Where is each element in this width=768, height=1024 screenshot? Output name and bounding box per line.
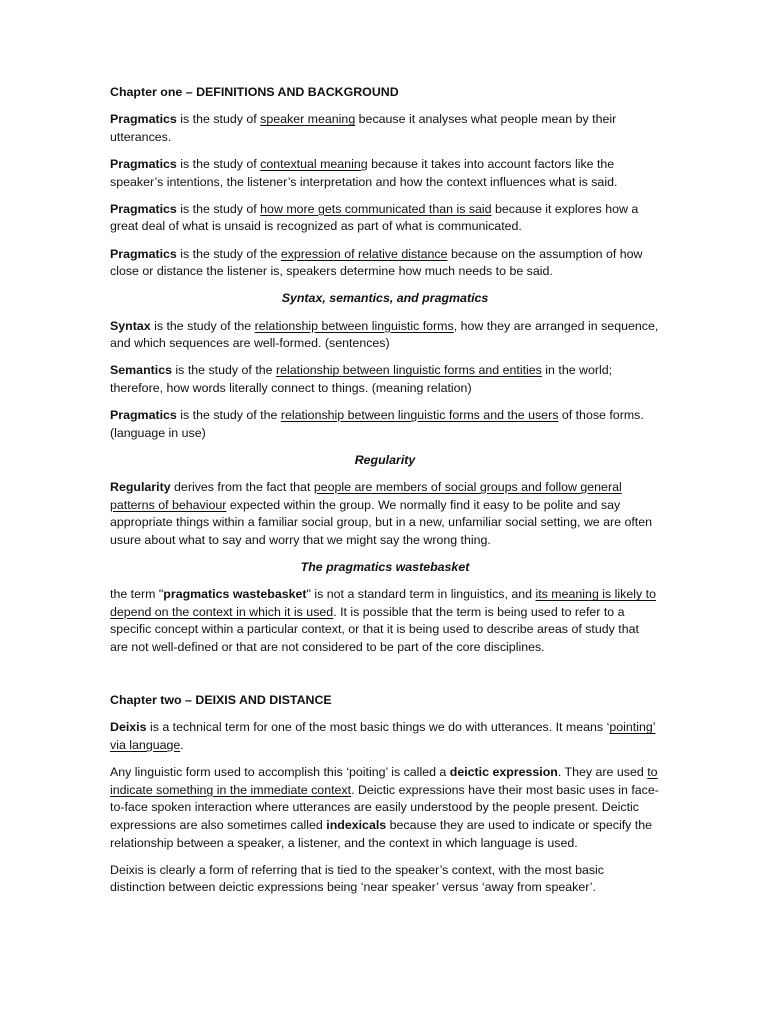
- term: Regularity: [110, 480, 171, 495]
- paragraph-speaker-meaning: Pragmatics is the study of speaker meaning because it analyses what people mean by their utterances.: [110, 112, 617, 144]
- term: Syntax: [110, 318, 151, 333]
- paragraph-relative-distance: Pragmatics is the study of the expression of relative distance because on the assumption of how close or distance the listener is, speakers determine how much needs to be said.: [110, 246, 643, 279]
- underlined-phrase: pointing’ via language: [110, 720, 656, 752]
- underlined-phrase: to indicate something in the immediate context: [110, 765, 658, 797]
- term: Pragmatics: [110, 246, 177, 261]
- underlined-phrase: speaker meaning: [260, 112, 356, 127]
- underlined-phrase: contextual meaning: [260, 156, 368, 171]
- underlined-phrase: its meaning is likely to depend on the context in which it is used: [110, 587, 656, 619]
- term: Pragmatics: [110, 408, 177, 423]
- term: Pragmatics: [110, 112, 177, 127]
- underlined-phrase: expression of relative distance: [280, 246, 448, 261]
- term: deictic expression: [449, 765, 558, 780]
- paragraph-deixis: Deixis is a technical term for one of the most basic things we do with utterances. It means ‘pointing’ via language.: [110, 720, 656, 752]
- paragraph-wastebasket: the term "pragmatics wastebasket" is not a standard term in linguistics, and its meaning is likely to depend on the context in which it is used. It is possible that the term is being used to refer to a specific concept within a particular context, or that it is being used to describe areas of study that are not well-defined or that are not considered to be part of the core disciplines.: [110, 587, 656, 654]
- paragraph-semantics: Semantics is the study of the relationship between linguistic forms and entities in the world; therefore, how words literally connect to things. (meaning relation): [110, 363, 613, 395]
- section-heading-regularity: Regularity: [354, 452, 416, 467]
- paragraph-contextual-meaning: Pragmatics is the study of contextual meaning because it takes into account factors like the speaker’s intentions, the listener’s interpretation and how the context influences what is said.: [110, 156, 618, 189]
- paragraph-more-communicated: Pragmatics is the study of how more gets communicated than is said because it explores how a great deal of what is unsaid is recognized as part of what is communicated.: [110, 201, 639, 234]
- section-heading-syntax-semantics-pragmatics: Syntax, semantics, and pragmatics: [281, 291, 489, 306]
- paragraph-pragmatics-users: Pragmatics is the study of the relationship between linguistic forms and the users of those forms. (language in use): [110, 408, 644, 440]
- term: indexicals: [326, 817, 387, 832]
- underlined-phrase: relationship between linguistic forms: [254, 318, 454, 333]
- section-heading-wastebasket: The pragmatics wastebasket: [300, 560, 470, 574]
- underlined-phrase: relationship between linguistic forms and the users: [280, 408, 559, 423]
- underlined-phrase: how more gets communicated than is said: [260, 201, 492, 216]
- term: pragmatics wastebasket: [163, 587, 307, 602]
- chapter-one-title: Chapter one – DEFINITIONS AND BACKGROUND: [110, 85, 399, 99]
- term: Pragmatics: [110, 156, 177, 171]
- term: Deixis: [110, 720, 147, 735]
- term: Semantics: [110, 363, 172, 378]
- paragraph-deictic-expression: Any linguistic form used to accomplish this ‘poiting’ is called a deictic expression. They are used to indicate something in the immediate context. Deictic expressions have their most basic uses in face-to-face spoken interaction where utterances are easily understood by the people present. Deictic expressions are also sometimes called indexicals because they are used to indicate or specify the relationship between a speaker, a listener, and the context in which language is used.: [110, 765, 659, 850]
- chapter-two-title: Chapter two – DEIXIS AND DISTANCE: [110, 693, 332, 708]
- chapter-gap: [110, 666, 660, 692]
- underlined-phrase: relationship between linguistic forms and entities: [276, 363, 542, 378]
- term: Pragmatics: [110, 201, 177, 216]
- underlined-phrase: people are members of social groups and follow general patterns of behaviour: [110, 480, 622, 512]
- paragraph-syntax: Syntax is the study of the relationship between linguistic forms, how they are arranged in sequence, and which sequences are well-formed. (sentences): [110, 318, 659, 351]
- paragraph-deixis-referring: Deixis is clearly a form of referring that is tied to the speaker’s context, with the most basic distinction between deictic expressions being ‘near speaker’ versus ‘away from speaker’.: [110, 862, 604, 895]
- document-body: [110, 84, 660, 906]
- paragraph-regularity: Regularity derives from the fact that people are members of social groups and follow general patterns of behaviour expected within the group. We normally find it easy to be polite and say appropriate things within a familiar social group, but in a new, unfamiliar social setting, we are often usure about what to say and worry that we might say the wrong thing.: [110, 480, 653, 547]
